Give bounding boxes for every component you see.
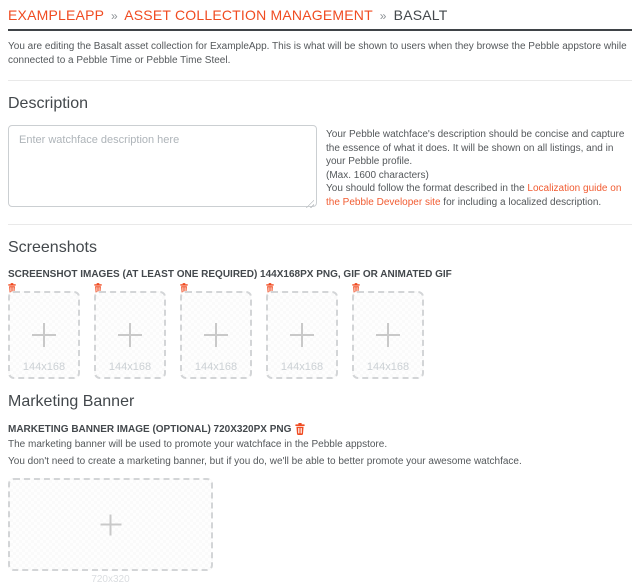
- breadcrumb-link-exampleapp[interactable]: EXAMPLEAPP: [8, 7, 104, 23]
- help-line-localization: [326, 182, 632, 209]
- screenshot-size-label: 144x168: [22, 361, 66, 373]
- section-title-screenshots: Screenshots: [8, 239, 97, 256]
- marketing-banner-description-2: You don't need to create a marketing banner, but if you do, we'll be able to better promote your awesome watchface.: [8, 455, 522, 467]
- banner-size-label: 720x320: [91, 574, 130, 585]
- watchface-description-textarea[interactable]: [8, 125, 317, 207]
- section-divider: [8, 80, 632, 81]
- plus-icon: [100, 514, 121, 535]
- breadcrumb-separator: »: [379, 9, 387, 23]
- plus-icon: [290, 323, 314, 347]
- plus-icon: [204, 323, 228, 347]
- plus-icon: [118, 323, 142, 347]
- screenshot-size-label: 144x168: [280, 361, 324, 373]
- plus-icon: [376, 323, 400, 347]
- marketing-banner-label-text: MARKETING BANNER IMAGE (OPTIONAL) 720X320PX PNG: [8, 423, 292, 435]
- screenshot-slot-5: [352, 283, 424, 379]
- screenshot-upload-box-5[interactable]: [352, 291, 424, 379]
- breadcrumb-current-basalt: BASALT: [393, 7, 448, 23]
- screenshot-size-label: 144x168: [108, 361, 152, 373]
- screenshot-upload-box-4[interactable]: [266, 291, 338, 379]
- help-line-3-after: for including a localized description.: [440, 196, 602, 208]
- localization-guide-link[interactable]: Localization guide on the Pebble Developer site: [326, 183, 622, 208]
- section-divider: [8, 224, 632, 225]
- marketing-banner-description-1: The marketing banner will be used to promote your watchface in the Pebble appstore.: [8, 439, 388, 450]
- breadcrumb: [8, 0, 632, 31]
- description-textarea-wrap: [8, 125, 317, 212]
- section-title-description: Description: [8, 95, 89, 112]
- breadcrumb-separator: »: [111, 9, 118, 23]
- description-help-text: [326, 125, 632, 212]
- banner-upload-box[interactable]: [8, 478, 213, 571]
- screenshot-upload-box-1[interactable]: [8, 291, 80, 379]
- screenshot-slot-4: [266, 283, 338, 379]
- screenshot-size-label: 144x168: [194, 361, 238, 373]
- description-section: [8, 125, 632, 212]
- screenshot-slot-1: [8, 283, 80, 379]
- breadcrumb-link-asset-collection-management[interactable]: ASSET COLLECTION MANAGEMENT: [124, 7, 373, 23]
- screenshot-slot-3: [180, 283, 252, 379]
- screenshot-slot-2: [94, 283, 166, 379]
- plus-icon: [32, 323, 56, 347]
- screenshot-upload-box-2[interactable]: [94, 291, 166, 379]
- help-line-3-before: You should follow the format described in the: [326, 183, 528, 194]
- intro-text: You are editing the Basalt asset collection for ExampleApp. This is what will be shown to users when they browse the Pebble appstore while connected to a Pebble Time or Pebble Time Steel.: [8, 41, 627, 66]
- screenshot-upload-box-3[interactable]: [180, 291, 252, 379]
- help-line-1: Your Pebble watchface's description should be concise and capture the essence of what it does. It will be shown on all listings, and in your Pebble profile.: [326, 129, 625, 167]
- delete-banner-trash-icon[interactable]: [295, 423, 305, 435]
- section-title-marketing-banner: Marketing Banner: [8, 393, 135, 410]
- help-line-max-chars: (Max. 1600 characters): [326, 169, 429, 181]
- screenshot-requirements-label: SCREENSHOT IMAGES (AT LEAST ONE REQUIRED) 144X168PX PNG, GIF OR ANIMATED GIF: [8, 269, 452, 280]
- screenshot-size-label: 144x168: [366, 361, 410, 373]
- marketing-banner-label: [8, 423, 632, 435]
- screenshot-slots: [8, 283, 632, 379]
